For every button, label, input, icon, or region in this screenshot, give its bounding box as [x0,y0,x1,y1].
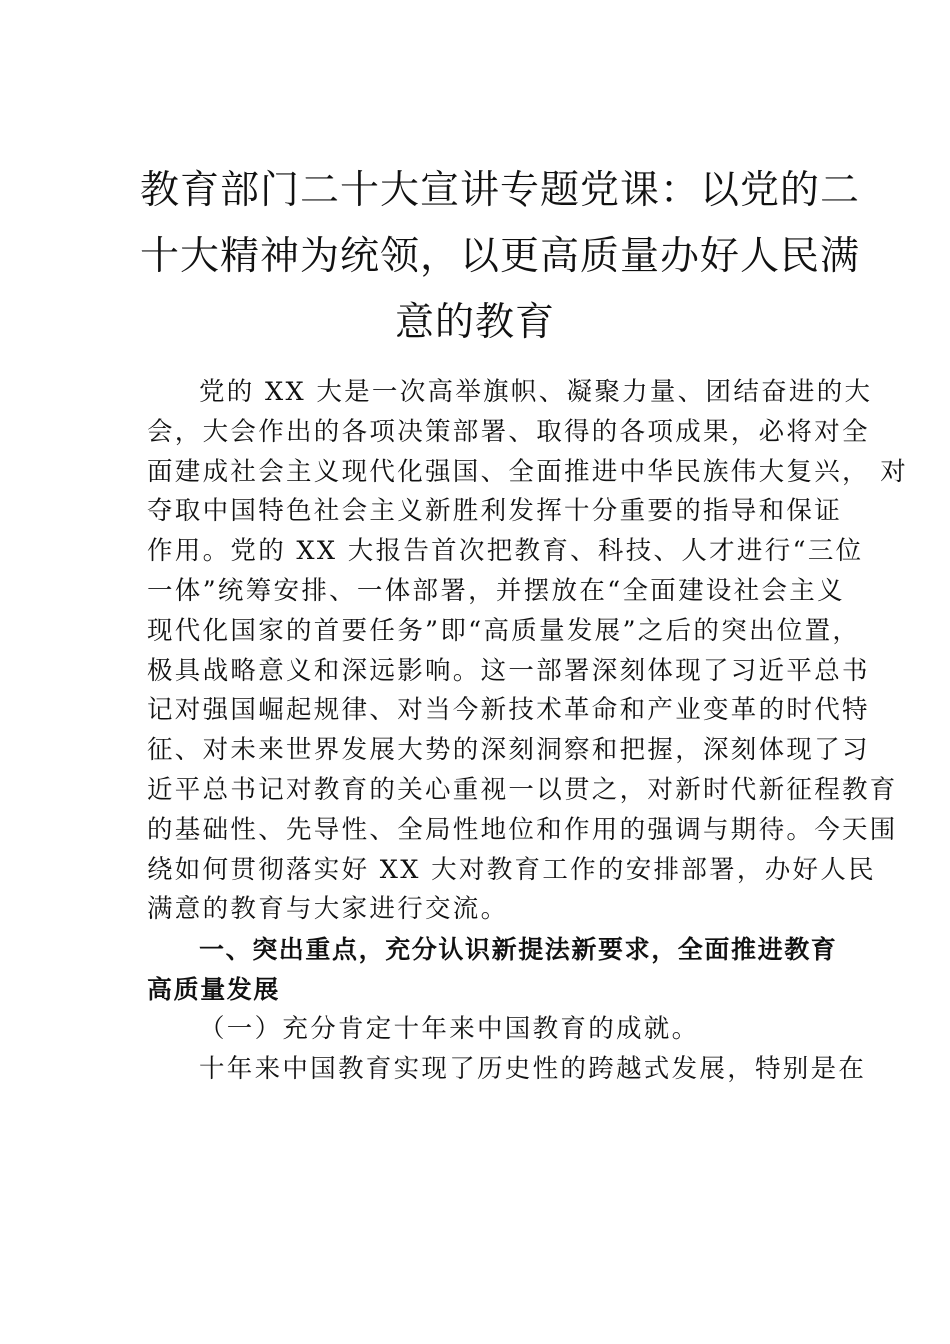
paragraph-line: 一体”统筹安排、一体部署，并摆放在“全面建设社会主义 [147,575,845,606]
paragraph-line: 党的 XX 大是一次高举旗帜、凝聚力量、团结奋进的大 [199,377,873,407]
paragraph-line: 十年来中国教育实现了历史性的跨越式发展，特别是在 [199,1053,867,1084]
paragraph-line: 会，大会作出的各项决策部署、取得的各项成果，必将对全 [147,416,870,447]
paragraph-line: 现代化国家的首要任务”即“高质量发展”之后的突出位置， [147,615,861,646]
paragraph-line: 绕如何贯彻落实好 XX 大对教育工作的安排部署，办好人民 [147,854,876,885]
paragraph-2 [147,1050,867,1090]
paragraph-line: 满意的教育与大家进行交流。 [147,894,509,925]
intro-paragraph [147,373,909,930]
document-body [147,373,909,1089]
document-title [140,158,861,356]
paragraph-line: 面建成社会主义现代化强国、全面推进中华民族伟大复兴， 对 [147,456,909,487]
heading-line: 一、突出重点，充分认识新提法新要求，全面推进教育 [199,935,838,965]
section-heading-2: （一）充分肯定十年来中国教育的成就。 [199,1013,700,1044]
paragraph-line: 记对强国崛起规律、对当今新技术革命和产业变革的时代特 [147,695,870,726]
title-line: 教育部门二十大宣讲专题党课：以党的二 [140,168,861,213]
heading-line: 高质量发展 [147,974,281,1004]
paragraph-line: 征、对未来世界发展大势的深刻洞察和把握，深刻体现了习 [147,735,870,766]
title-line: 十大精神为统领，以更高质量办好人民满 [140,234,861,279]
title-line: 意的教育 [394,300,555,345]
paragraph-line: 近平总书记对教育的关心重视一以贯之，对新时代新征程教育 [147,774,898,805]
paragraph-line: 的基础性、先导性、全局性地位和作用的强调与期待。今天围 [147,814,898,845]
paragraph-line: 作用。党的 XX 大报告首次把教育、科技、人才进行“三位 [147,536,864,567]
paragraph-line: 极具战略意义和深远影响。这一部署深刻体现了习近平总书 [147,655,870,686]
paragraph-line: 夺取中国特色社会主义新胜利发挥十分重要的指导和保证 [147,496,843,527]
section-heading-1 [147,930,838,1010]
